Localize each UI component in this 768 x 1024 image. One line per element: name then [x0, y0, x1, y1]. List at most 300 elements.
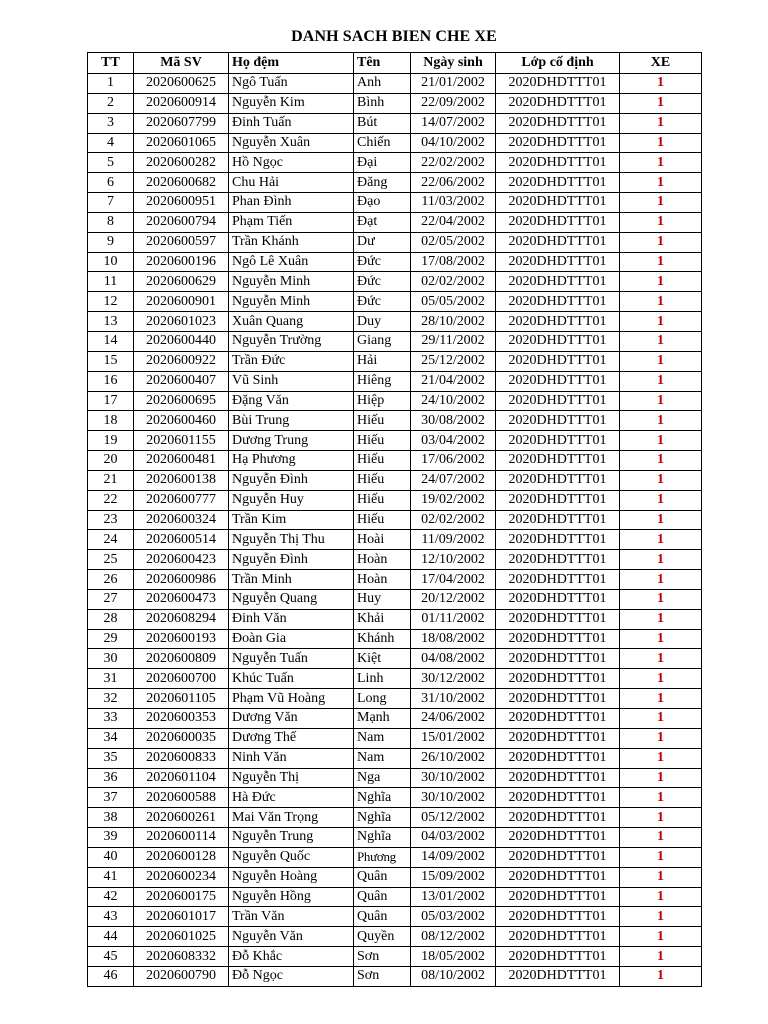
cell-tt: 30 — [88, 649, 134, 669]
cell-xe: 1 — [620, 768, 702, 788]
cell-ngay-sinh: 05/12/2002 — [411, 808, 496, 828]
cell-ten: Đức — [354, 272, 411, 292]
cell-xe: 1 — [620, 629, 702, 649]
cell-tt: 2 — [88, 93, 134, 113]
cell-lop: 2020DHDTTT01 — [496, 252, 620, 272]
cell-xe: 1 — [620, 907, 702, 927]
cell-lop: 2020DHDTTT01 — [496, 232, 620, 252]
cell-ten: Quân — [354, 867, 411, 887]
cell-xe: 1 — [620, 470, 702, 490]
table-row — [88, 947, 702, 967]
cell-ho-dem: Xuân Quang — [229, 312, 354, 332]
cell-ho-dem: Trần Minh — [229, 570, 354, 590]
cell-tt: 3 — [88, 113, 134, 133]
table-row — [88, 629, 702, 649]
cell-ho-dem: Đinh Văn — [229, 609, 354, 629]
cell-tt: 34 — [88, 728, 134, 748]
cell-ho-dem: Đinh Tuấn — [229, 113, 354, 133]
table-row — [88, 589, 702, 609]
cell-ngay-sinh: 22/04/2002 — [411, 212, 496, 232]
cell-lop: 2020DHDTTT01 — [496, 768, 620, 788]
cell-ho-dem: Nguyễn Huy — [229, 490, 354, 510]
cell-ngay-sinh: 30/08/2002 — [411, 411, 496, 431]
cell-ma-sv: 2020600790 — [134, 966, 229, 986]
header-lop: Lớp cố định — [496, 53, 620, 74]
table-row — [88, 272, 702, 292]
cell-ma-sv: 2020600986 — [134, 570, 229, 590]
cell-tt: 1 — [88, 74, 134, 94]
cell-xe: 1 — [620, 272, 702, 292]
cell-lop: 2020DHDTTT01 — [496, 510, 620, 530]
cell-tt: 13 — [88, 312, 134, 332]
cell-ngay-sinh: 04/03/2002 — [411, 828, 496, 848]
table-row — [88, 709, 702, 729]
cell-xe: 1 — [620, 431, 702, 451]
table-row — [88, 252, 702, 272]
cell-ten: Hiếu — [354, 411, 411, 431]
cell-tt: 43 — [88, 907, 134, 927]
cell-ma-sv: 2020600833 — [134, 748, 229, 768]
cell-lop: 2020DHDTTT01 — [496, 490, 620, 510]
cell-lop: 2020DHDTTT01 — [496, 153, 620, 173]
cell-tt: 8 — [88, 212, 134, 232]
cell-tt: 10 — [88, 252, 134, 272]
cell-lop: 2020DHDTTT01 — [496, 887, 620, 907]
cell-tt: 27 — [88, 589, 134, 609]
cell-xe: 1 — [620, 93, 702, 113]
cell-lop: 2020DHDTTT01 — [496, 451, 620, 471]
cell-lop: 2020DHDTTT01 — [496, 331, 620, 351]
cell-ngay-sinh: 14/07/2002 — [411, 113, 496, 133]
cell-xe: 1 — [620, 550, 702, 570]
cell-ngay-sinh: 02/05/2002 — [411, 232, 496, 252]
cell-ho-dem: Đỗ Ngọc — [229, 966, 354, 986]
cell-ten: Hiếu — [354, 451, 411, 471]
cell-lop: 2020DHDTTT01 — [496, 629, 620, 649]
cell-xe: 1 — [620, 530, 702, 550]
cell-ngay-sinh: 25/12/2002 — [411, 351, 496, 371]
cell-ngay-sinh: 26/10/2002 — [411, 748, 496, 768]
header-ten: Tên — [354, 53, 411, 74]
cell-ma-sv: 2020600629 — [134, 272, 229, 292]
table-row — [88, 748, 702, 768]
cell-xe: 1 — [620, 113, 702, 133]
cell-ten: Duy — [354, 312, 411, 332]
table-row — [88, 232, 702, 252]
cell-ten: Long — [354, 689, 411, 709]
cell-ngay-sinh: 30/10/2002 — [411, 788, 496, 808]
cell-ngay-sinh: 24/10/2002 — [411, 391, 496, 411]
cell-ten: Nga — [354, 768, 411, 788]
cell-ho-dem: Chu Hải — [229, 173, 354, 193]
cell-ten: Đăng — [354, 173, 411, 193]
table-row — [88, 331, 702, 351]
header-tt: TT — [88, 53, 134, 74]
cell-ten: Linh — [354, 669, 411, 689]
cell-tt: 26 — [88, 570, 134, 590]
cell-tt: 41 — [88, 867, 134, 887]
cell-ma-sv: 2020600682 — [134, 173, 229, 193]
cell-xe: 1 — [620, 371, 702, 391]
table-row — [88, 371, 702, 391]
table-row — [88, 550, 702, 570]
cell-lop: 2020DHDTTT01 — [496, 550, 620, 570]
cell-xe: 1 — [620, 570, 702, 590]
cell-ma-sv: 2020600695 — [134, 391, 229, 411]
cell-xe: 1 — [620, 649, 702, 669]
cell-ma-sv: 2020600138 — [134, 470, 229, 490]
cell-ngay-sinh: 20/12/2002 — [411, 589, 496, 609]
cell-ho-dem: Dương Thế — [229, 728, 354, 748]
cell-ngay-sinh: 19/02/2002 — [411, 490, 496, 510]
cell-xe: 1 — [620, 331, 702, 351]
table-row — [88, 490, 702, 510]
cell-ho-dem: Trần Kim — [229, 510, 354, 530]
cell-ma-sv: 2020600901 — [134, 292, 229, 312]
cell-ma-sv: 2020601065 — [134, 133, 229, 153]
cell-xe: 1 — [620, 669, 702, 689]
cell-ten: Bút — [354, 113, 411, 133]
cell-ten: Dư — [354, 232, 411, 252]
cell-tt: 19 — [88, 431, 134, 451]
cell-ngay-sinh: 22/09/2002 — [411, 93, 496, 113]
cell-ten: Hải — [354, 351, 411, 371]
cell-ngay-sinh: 11/09/2002 — [411, 530, 496, 550]
cell-ngay-sinh: 04/10/2002 — [411, 133, 496, 153]
cell-ma-sv: 2020600282 — [134, 153, 229, 173]
cell-ten: Giang — [354, 331, 411, 351]
cell-ho-dem: Nguyễn Kim — [229, 93, 354, 113]
cell-ma-sv: 2020607799 — [134, 113, 229, 133]
cell-lop: 2020DHDTTT01 — [496, 212, 620, 232]
cell-xe: 1 — [620, 153, 702, 173]
table-row — [88, 193, 702, 213]
cell-ten: Khải — [354, 609, 411, 629]
cell-tt: 23 — [88, 510, 134, 530]
table-row — [88, 966, 702, 986]
cell-ma-sv: 2020600196 — [134, 252, 229, 272]
cell-lop: 2020DHDTTT01 — [496, 907, 620, 927]
cell-lop: 2020DHDTTT01 — [496, 867, 620, 887]
cell-xe: 1 — [620, 589, 702, 609]
cell-tt: 45 — [88, 947, 134, 967]
cell-ho-dem: Nguyễn Tuấn — [229, 649, 354, 669]
cell-ma-sv: 2020600035 — [134, 728, 229, 748]
cell-ho-dem: Nguyễn Xuân — [229, 133, 354, 153]
cell-ma-sv: 2020608294 — [134, 609, 229, 629]
cell-ho-dem: Nguyễn Minh — [229, 292, 354, 312]
cell-ma-sv: 2020600951 — [134, 193, 229, 213]
cell-ten: Đạo — [354, 193, 411, 213]
cell-ho-dem: Đặng Văn — [229, 391, 354, 411]
cell-ma-sv: 2020601155 — [134, 431, 229, 451]
cell-lop: 2020DHDTTT01 — [496, 828, 620, 848]
cell-ngay-sinh: 24/07/2002 — [411, 470, 496, 490]
cell-ngay-sinh: 02/02/2002 — [411, 272, 496, 292]
cell-lop: 2020DHDTTT01 — [496, 947, 620, 967]
cell-ma-sv: 2020600175 — [134, 887, 229, 907]
cell-ngay-sinh: 11/03/2002 — [411, 193, 496, 213]
cell-ma-sv: 2020600481 — [134, 451, 229, 471]
cell-ho-dem: Vũ Sinh — [229, 371, 354, 391]
cell-tt: 20 — [88, 451, 134, 471]
cell-ngay-sinh: 17/04/2002 — [411, 570, 496, 590]
cell-ngay-sinh: 30/12/2002 — [411, 669, 496, 689]
cell-ten: Hoài — [354, 530, 411, 550]
cell-ten: Đạt — [354, 212, 411, 232]
cell-xe: 1 — [620, 173, 702, 193]
cell-ma-sv: 2020600324 — [134, 510, 229, 530]
cell-ten: Kiệt — [354, 649, 411, 669]
cell-ma-sv: 2020600777 — [134, 490, 229, 510]
cell-ten: Hiếu — [354, 510, 411, 530]
cell-lop: 2020DHDTTT01 — [496, 728, 620, 748]
table-row — [88, 867, 702, 887]
cell-ho-dem: Trần Khánh — [229, 232, 354, 252]
cell-ten: Hoàn — [354, 550, 411, 570]
table-row — [88, 153, 702, 173]
cell-ho-dem: Nguyễn Trung — [229, 828, 354, 848]
table-row — [88, 173, 702, 193]
cell-xe: 1 — [620, 709, 702, 729]
cell-ma-sv: 2020601023 — [134, 312, 229, 332]
cell-ngay-sinh: 02/02/2002 — [411, 510, 496, 530]
cell-ten: Đức — [354, 252, 411, 272]
cell-ma-sv: 2020600914 — [134, 93, 229, 113]
cell-xe: 1 — [620, 252, 702, 272]
cell-xe: 1 — [620, 808, 702, 828]
cell-xe: 1 — [620, 609, 702, 629]
cell-tt: 14 — [88, 331, 134, 351]
cell-xe: 1 — [620, 391, 702, 411]
cell-ten: Đức — [354, 292, 411, 312]
cell-xe: 1 — [620, 947, 702, 967]
cell-ten: Sơn — [354, 966, 411, 986]
cell-ho-dem: Dương Trung — [229, 431, 354, 451]
cell-ho-dem: Đoàn Gia — [229, 629, 354, 649]
cell-lop: 2020DHDTTT01 — [496, 788, 620, 808]
cell-xe: 1 — [620, 788, 702, 808]
cell-tt: 42 — [88, 887, 134, 907]
cell-tt: 44 — [88, 927, 134, 947]
cell-ma-sv: 2020601017 — [134, 907, 229, 927]
table-row — [88, 470, 702, 490]
cell-lop: 2020DHDTTT01 — [496, 193, 620, 213]
cell-tt: 46 — [88, 966, 134, 986]
cell-xe: 1 — [620, 966, 702, 986]
cell-ngay-sinh: 21/01/2002 — [411, 74, 496, 94]
cell-tt: 7 — [88, 193, 134, 213]
cell-xe: 1 — [620, 351, 702, 371]
cell-xe: 1 — [620, 133, 702, 153]
cell-ngay-sinh: 04/08/2002 — [411, 649, 496, 669]
cell-xe: 1 — [620, 312, 702, 332]
cell-ma-sv: 2020600625 — [134, 74, 229, 94]
header-xe: XE — [620, 53, 702, 74]
cell-ma-sv: 2020600234 — [134, 867, 229, 887]
cell-xe: 1 — [620, 828, 702, 848]
cell-ten: Phương — [354, 847, 411, 867]
cell-ngay-sinh: 18/05/2002 — [411, 947, 496, 967]
cell-ten: Đại — [354, 153, 411, 173]
cell-ho-dem: Nguyễn Hoàng — [229, 867, 354, 887]
cell-lop: 2020DHDTTT01 — [496, 570, 620, 590]
cell-ten: Mạnh — [354, 709, 411, 729]
cell-lop: 2020DHDTTT01 — [496, 411, 620, 431]
cell-ma-sv: 2020600407 — [134, 371, 229, 391]
cell-lop: 2020DHDTTT01 — [496, 689, 620, 709]
table-row — [88, 391, 702, 411]
document-title: DANH SACH BIEN CHE XE — [291, 28, 497, 45]
table-row — [88, 292, 702, 312]
cell-xe: 1 — [620, 887, 702, 907]
cell-ho-dem: Ngô Lê Xuân — [229, 252, 354, 272]
cell-lop: 2020DHDTTT01 — [496, 371, 620, 391]
cell-ten: Sơn — [354, 947, 411, 967]
cell-lop: 2020DHDTTT01 — [496, 133, 620, 153]
table-row — [88, 788, 702, 808]
cell-lop: 2020DHDTTT01 — [496, 748, 620, 768]
cell-tt: 6 — [88, 173, 134, 193]
cell-tt: 39 — [88, 828, 134, 848]
header-ho-dem: Họ đệm — [229, 53, 354, 74]
cell-ngay-sinh: 05/03/2002 — [411, 907, 496, 927]
header-ma-sv: Mã SV — [134, 53, 229, 74]
table-row — [88, 74, 702, 94]
cell-xe: 1 — [620, 728, 702, 748]
cell-ho-dem: Ngô Tuấn — [229, 74, 354, 94]
table-row — [88, 649, 702, 669]
cell-ho-dem: Phạm Tiến — [229, 212, 354, 232]
cell-ten: Anh — [354, 74, 411, 94]
cell-lop: 2020DHDTTT01 — [496, 173, 620, 193]
vehicle-assignment-table — [87, 52, 702, 987]
cell-ho-dem: Mai Văn Trọng — [229, 808, 354, 828]
cell-tt: 31 — [88, 669, 134, 689]
cell-ho-dem: Bùi Trung — [229, 411, 354, 431]
cell-tt: 18 — [88, 411, 134, 431]
cell-ngay-sinh: 12/10/2002 — [411, 550, 496, 570]
cell-lop: 2020DHDTTT01 — [496, 927, 620, 947]
cell-ma-sv: 2020601025 — [134, 927, 229, 947]
cell-ngay-sinh: 15/09/2002 — [411, 867, 496, 887]
cell-xe: 1 — [620, 748, 702, 768]
cell-tt: 24 — [88, 530, 134, 550]
cell-lop: 2020DHDTTT01 — [496, 669, 620, 689]
cell-ho-dem: Nguyễn Minh — [229, 272, 354, 292]
cell-tt: 16 — [88, 371, 134, 391]
cell-xe: 1 — [620, 193, 702, 213]
table-row — [88, 808, 702, 828]
cell-lop: 2020DHDTTT01 — [496, 292, 620, 312]
table-row — [88, 510, 702, 530]
cell-ma-sv: 2020600460 — [134, 411, 229, 431]
cell-lop: 2020DHDTTT01 — [496, 351, 620, 371]
cell-ngay-sinh: 05/05/2002 — [411, 292, 496, 312]
cell-ten: Nghĩa — [354, 808, 411, 828]
cell-ho-dem: Nguyễn Trường — [229, 331, 354, 351]
cell-ten: Bình — [354, 93, 411, 113]
cell-ma-sv: 2020600794 — [134, 212, 229, 232]
table-row — [88, 689, 702, 709]
cell-tt: 32 — [88, 689, 134, 709]
cell-ma-sv: 2020600597 — [134, 232, 229, 252]
table-header-row — [88, 53, 702, 74]
cell-ngay-sinh: 08/12/2002 — [411, 927, 496, 947]
cell-ngay-sinh: 08/10/2002 — [411, 966, 496, 986]
cell-ho-dem: Hồ Ngọc — [229, 153, 354, 173]
cell-ngay-sinh: 31/10/2002 — [411, 689, 496, 709]
cell-ten: Chiến — [354, 133, 411, 153]
cell-xe: 1 — [620, 927, 702, 947]
cell-ho-dem: Hạ Phương — [229, 451, 354, 471]
cell-lop: 2020DHDTTT01 — [496, 709, 620, 729]
cell-tt: 22 — [88, 490, 134, 510]
header-ngay-sinh: Ngày sinh — [411, 53, 496, 74]
cell-tt: 28 — [88, 609, 134, 629]
cell-ma-sv: 2020600423 — [134, 550, 229, 570]
cell-lop: 2020DHDTTT01 — [496, 113, 620, 133]
cell-ho-dem: Đỗ Khắc — [229, 947, 354, 967]
cell-ho-dem: Nguyễn Đình — [229, 550, 354, 570]
cell-tt: 29 — [88, 629, 134, 649]
cell-ho-dem: Nguyễn Văn — [229, 927, 354, 947]
cell-ma-sv: 2020600440 — [134, 331, 229, 351]
cell-xe: 1 — [620, 510, 702, 530]
cell-ngay-sinh: 17/06/2002 — [411, 451, 496, 471]
cell-ten: Nghĩa — [354, 828, 411, 848]
cell-xe: 1 — [620, 232, 702, 252]
cell-lop: 2020DHDTTT01 — [496, 470, 620, 490]
cell-xe: 1 — [620, 867, 702, 887]
table-row — [88, 431, 702, 451]
cell-tt: 15 — [88, 351, 134, 371]
cell-ngay-sinh: 18/08/2002 — [411, 629, 496, 649]
cell-ma-sv: 2020600473 — [134, 589, 229, 609]
cell-ngay-sinh: 15/01/2002 — [411, 728, 496, 748]
table-row — [88, 351, 702, 371]
cell-ten: Hiếu — [354, 470, 411, 490]
cell-tt: 33 — [88, 709, 134, 729]
cell-ten: Quân — [354, 887, 411, 907]
table-row — [88, 887, 702, 907]
cell-tt: 25 — [88, 550, 134, 570]
table-row — [88, 93, 702, 113]
cell-tt: 12 — [88, 292, 134, 312]
table-row — [88, 768, 702, 788]
cell-ho-dem: Trần Đức — [229, 351, 354, 371]
cell-ngay-sinh: 14/09/2002 — [411, 847, 496, 867]
cell-ngay-sinh: 17/08/2002 — [411, 252, 496, 272]
cell-ho-dem: Dương Văn — [229, 709, 354, 729]
cell-ngay-sinh: 22/06/2002 — [411, 173, 496, 193]
cell-ma-sv: 2020600700 — [134, 669, 229, 689]
table-row — [88, 907, 702, 927]
table-row — [88, 411, 702, 431]
cell-lop: 2020DHDTTT01 — [496, 966, 620, 986]
table-row — [88, 609, 702, 629]
cell-xe: 1 — [620, 74, 702, 94]
cell-ma-sv: 2020600128 — [134, 847, 229, 867]
cell-xe: 1 — [620, 292, 702, 312]
cell-ngay-sinh: 30/10/2002 — [411, 768, 496, 788]
cell-lop: 2020DHDTTT01 — [496, 649, 620, 669]
cell-tt: 11 — [88, 272, 134, 292]
cell-lop: 2020DHDTTT01 — [496, 272, 620, 292]
cell-lop: 2020DHDTTT01 — [496, 93, 620, 113]
cell-xe: 1 — [620, 689, 702, 709]
cell-ho-dem: Nguyễn Thị — [229, 768, 354, 788]
